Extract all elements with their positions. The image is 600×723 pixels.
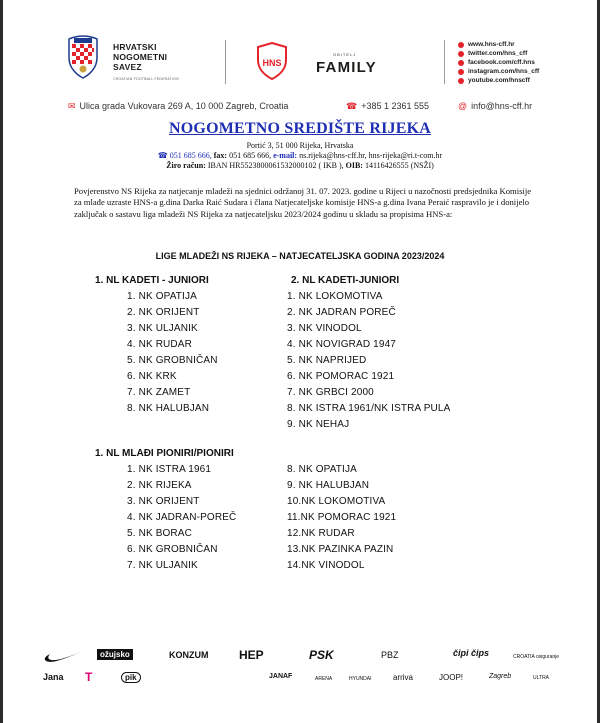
nike-logo xyxy=(43,650,83,664)
family-small-label: OBITELJ xyxy=(333,52,357,57)
address-item: ✉ Ulica grada Vukovara 269 A, 10 000 Zagreb, Croatia xyxy=(68,100,289,111)
list-item: 3. NK ORIJENT xyxy=(127,496,200,507)
league-2-list xyxy=(287,289,450,433)
sponsor-croatia-osiguranje: CROATIA osiguranje xyxy=(513,654,560,660)
account-value: IBAN HR5523800061532000102 ( IKB ), xyxy=(207,161,344,170)
section-heading: LIGE MLADEŽI NS RIJEKA – NATJECATELJSKA GODINA 2023/2024 xyxy=(155,251,445,261)
hns-name xyxy=(113,42,179,84)
list-item: 5. NK GROBNIČAN xyxy=(127,355,218,366)
list-item: 13.NK PAZINKA PAZIN xyxy=(287,544,394,555)
league-3-title: 1. NL MLAĐI PIONIRI/PIONIRI xyxy=(95,448,234,459)
league-3-list-a xyxy=(127,462,236,574)
list-item: 3. NK VINODOL xyxy=(287,323,362,334)
list-item: 7. NK GRBCI 2000 xyxy=(287,387,374,398)
page-title: NOGOMETNO SREDIŠTE RIJEKA xyxy=(169,120,431,137)
league-2-title: 2. NL KADETI-JUNIORI xyxy=(291,275,400,286)
hns-logo xyxy=(65,34,101,80)
hns-family-shield xyxy=(256,42,288,80)
sponsor-janaf: JANAF xyxy=(269,673,293,680)
list-item: 3. NK ULJANIK xyxy=(127,323,198,334)
document-page xyxy=(3,0,597,723)
list-item: 12.NK RUDAR xyxy=(287,528,355,539)
sponsor-pik: pik xyxy=(121,672,141,683)
sponsor-joop: JOOP! xyxy=(439,673,464,682)
sponsor-konzum: KONZUM xyxy=(169,650,209,660)
list-item: 1. NK LOKOMOTIVA xyxy=(287,291,383,302)
list-item: 4. NK JADRAN-POREČ xyxy=(127,512,237,523)
email-label: e-mail: xyxy=(273,151,298,160)
sponsor-zagreb: Zagreb xyxy=(489,673,512,680)
sponsor-psk: PSK xyxy=(309,648,334,662)
list-item: 6. NK KRK xyxy=(127,371,177,382)
center-address: Portić 3, 51 000 Rijeka, Hrvatska xyxy=(246,141,354,150)
header-divider-2 xyxy=(444,40,445,84)
social-link-twitter[interactable]: twitter.com/hns_cff xyxy=(458,49,539,58)
family-label: FAMILY xyxy=(316,59,377,76)
social-link-web[interactable]: www.hns-cff.hr xyxy=(458,40,539,49)
instagram-icon xyxy=(458,69,464,75)
league-1-title: 1. NL KADETI - JUNIORI xyxy=(95,275,209,286)
email-item[interactable]: @ info@hns-cff.hr xyxy=(458,101,533,111)
list-item: 4. NK RUDAR xyxy=(127,339,192,350)
list-item: 9. NK NEHAJ xyxy=(287,419,350,430)
center-account xyxy=(3,161,597,170)
oib-value: 14116426555 (NSŽI) xyxy=(364,161,434,170)
center-emails[interactable]: ns.rijeka@hns-cff.hr, hns-rijeka@ri.t-com.hr xyxy=(299,151,443,160)
list-item: 6. NK GROBNIČAN xyxy=(127,544,218,555)
oib-label: OIB: xyxy=(345,161,363,170)
address-bar xyxy=(68,99,548,113)
sponsor-pbz: PBZ xyxy=(381,650,399,660)
account-label: Žiro račun: xyxy=(166,161,206,170)
sponsor-jana: Jana xyxy=(43,672,64,682)
list-item: 1. NK OPATIJA xyxy=(127,291,197,302)
sponsor-telekom: T xyxy=(85,670,93,684)
facebook-icon xyxy=(458,60,464,66)
social-link-facebook[interactable]: facebook.com/cff.hns xyxy=(458,58,539,67)
sponsor-arena: ARENA xyxy=(315,676,333,682)
phone-item: ☎ +385 1 2361 555 xyxy=(346,100,430,111)
sponsors-strip xyxy=(3,642,597,692)
sponsor-hyundai: HYUNDAI xyxy=(349,676,372,682)
sponsor-ultra: ULTRA xyxy=(533,675,550,681)
web-icon xyxy=(458,42,464,48)
sponsor-ozujsko: ožujsko xyxy=(97,649,133,660)
list-item: 5. NK NAPRIJED xyxy=(287,355,367,366)
list-item: 9. NK HALUBJAN xyxy=(287,480,370,491)
fax-label: fax: xyxy=(213,151,228,160)
list-item: 6. NK POMORAC 1921 xyxy=(287,371,395,382)
hns-name-line-3: SAVEZ xyxy=(113,62,142,72)
league-1-list xyxy=(127,289,218,417)
list-item: 11.NK POMORAC 1921 xyxy=(287,512,397,523)
list-item: 8. NK OPATIJA xyxy=(287,464,357,475)
youtube-icon xyxy=(458,78,464,84)
list-item: 8. NK HALUBJAN xyxy=(127,403,210,414)
center-contact xyxy=(3,151,597,160)
list-item: 7. NK ZAMET xyxy=(127,387,191,398)
list-item: 5. NK BORAC xyxy=(127,528,192,539)
list-item: 2. NK ORIJENT xyxy=(127,307,200,318)
list-item: 8. NK ISTRA 1961/NK ISTRA PULA xyxy=(287,403,451,414)
hns-tagline: CROATIAN FOOTBALL FEDERATION xyxy=(113,77,179,81)
social-links xyxy=(458,40,539,85)
phone-icon: ☎ xyxy=(346,100,358,111)
list-item: 1. NK ISTRA 1961 xyxy=(127,464,212,475)
social-link-youtube[interactable]: youtube.com/hnscff xyxy=(458,76,539,85)
center-fax: 051 685 666, xyxy=(229,151,272,160)
league-3-list-b xyxy=(287,462,396,574)
shield-text: HNS xyxy=(262,58,282,68)
list-item: 2. NK RIJEKA xyxy=(127,480,192,491)
social-link-instagram[interactable]: instagram.com/hns_cff xyxy=(458,67,539,76)
list-item: 7. NK ULJANIK xyxy=(127,560,198,571)
hns-name-line-1: HRVATSKI xyxy=(113,42,157,52)
hns-name-line-2: NOGOMETNI xyxy=(113,52,168,62)
twitter-icon xyxy=(458,51,464,57)
list-item: 4. NK NOVIGRAD 1947 xyxy=(287,339,397,350)
sponsor-cipi-cips: čipi čips xyxy=(453,648,490,658)
list-item: 10.NK LOKOMOTIVA xyxy=(287,496,386,507)
sponsor-arriva: arriva xyxy=(393,673,414,682)
at-icon: @ xyxy=(458,101,468,111)
list-item: 2. NK JADRAN POREČ xyxy=(287,307,396,318)
list-item: 14.NK VINODOL xyxy=(287,560,365,571)
intro-paragraph: Povjerenstvo NS Rijeka za natjecanje mladeži na sjednici održanoj 31. 07. 2023. godine u Rijeci u nazočnosti predsjednika Komisije za mlađe uzraste HNS-a g.dina Darka Raić Sudara i člana Natjecateljske komisije HNS-a g.dina Ivana Peraić raspravilo je i donijelo zaključak o sastavu liga mladeži NS Rijeka za natjecateljsku 2023/2024 godinu u skladu sa propisima HNS-a: xyxy=(74,186,532,219)
header-divider-1 xyxy=(225,40,226,84)
center-phone: ☎ 051 685 666, xyxy=(157,151,212,160)
envelope-icon: ✉ xyxy=(68,100,76,111)
sponsor-hep: HEP xyxy=(239,648,264,662)
